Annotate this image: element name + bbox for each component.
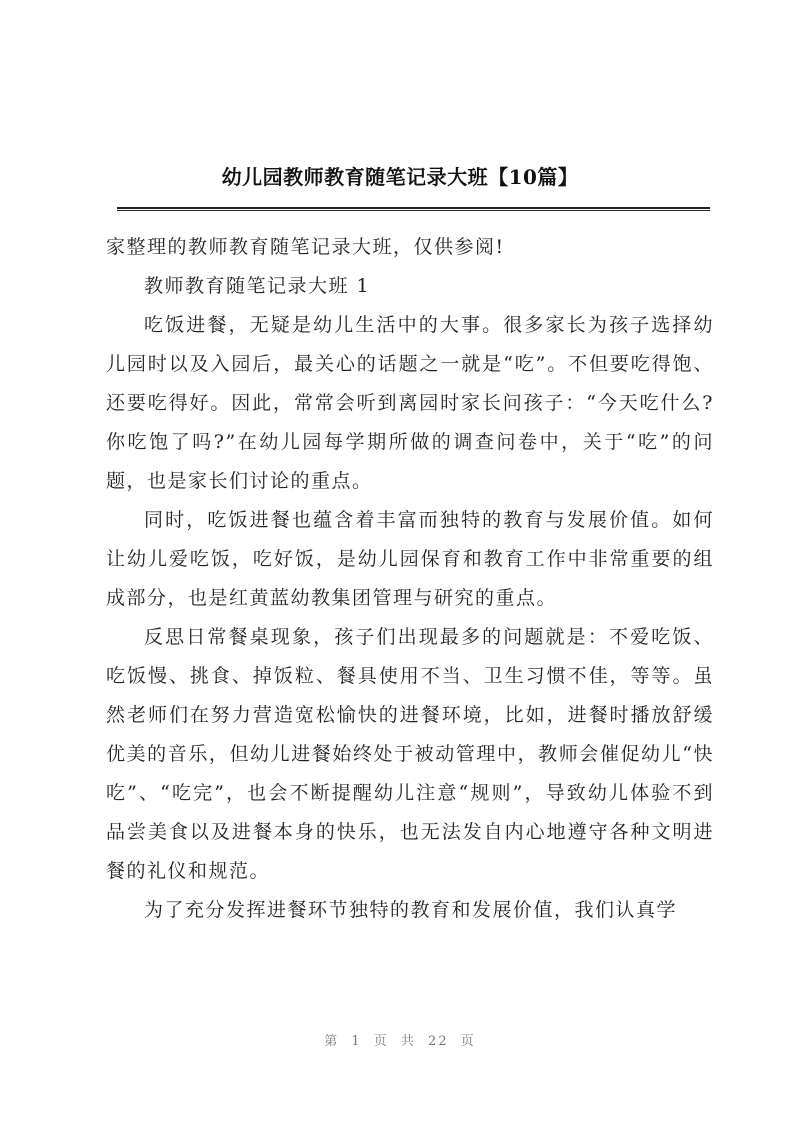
- title-underline-rule: [117, 207, 710, 211]
- body-paragraph: 吃饭进餐，无疑是幼儿生活中的大事。很多家长为孩子选择幼儿园时以及入园后，最关心的话题之一就是“吃”。不但要吃得饱、还要吃得好。因此，常常会听到离园时家长问孩子：“今天吃什么?你吃饱了吗?”在幼儿园每学期所做的调查问卷中，关于“吃”的问题，也是家长们讨论的重点。: [106, 314, 714, 492]
- body-paragraph: 反思日常餐桌现象，孩子们出现最多的问题就是：不爱吃饭、吃饭慢、挑食、掉饭粒、餐具使用不当、卫生习惯不佳，等等。虽然老师们在努力营造宽松愉快的进餐环境，比如，进餐时播放舒缓优美的音乐，但幼儿进餐始终处于被动管理中，教师会催促幼儿“快吃”、“吃完”，也会不断提醒幼儿注意“规则”，导致幼儿体验不到品尝美食以及进餐本身的快乐，也无法发自内心地遵守各种文明进餐的礼仪和规范。: [106, 626, 714, 882]
- section-heading: 教师教育随笔记录大班 1: [144, 275, 371, 297]
- body-paragraph: 为了充分发挥进餐环节独特的教育和发展价值，我们认真学: [144, 899, 678, 921]
- intro-paragraph: 家整理的教师教育随笔记录大班，仅供参阅!: [106, 236, 505, 258]
- document-body: [106, 228, 714, 930]
- page-number-footer: 第 1 页 共 22 页: [324, 1034, 476, 1049]
- document-title: 幼儿园教师教育随笔记录大班【10篇】: [221, 165, 579, 189]
- body-paragraph: 同时，吃饭进餐也蕴含着丰富而独特的教育与发展价值。如何让幼儿爱吃饭，吃好饭，是幼儿园保育和教育工作中非常重要的组成部分，也是红黄蓝幼教集团管理与研究的重点。: [106, 509, 714, 609]
